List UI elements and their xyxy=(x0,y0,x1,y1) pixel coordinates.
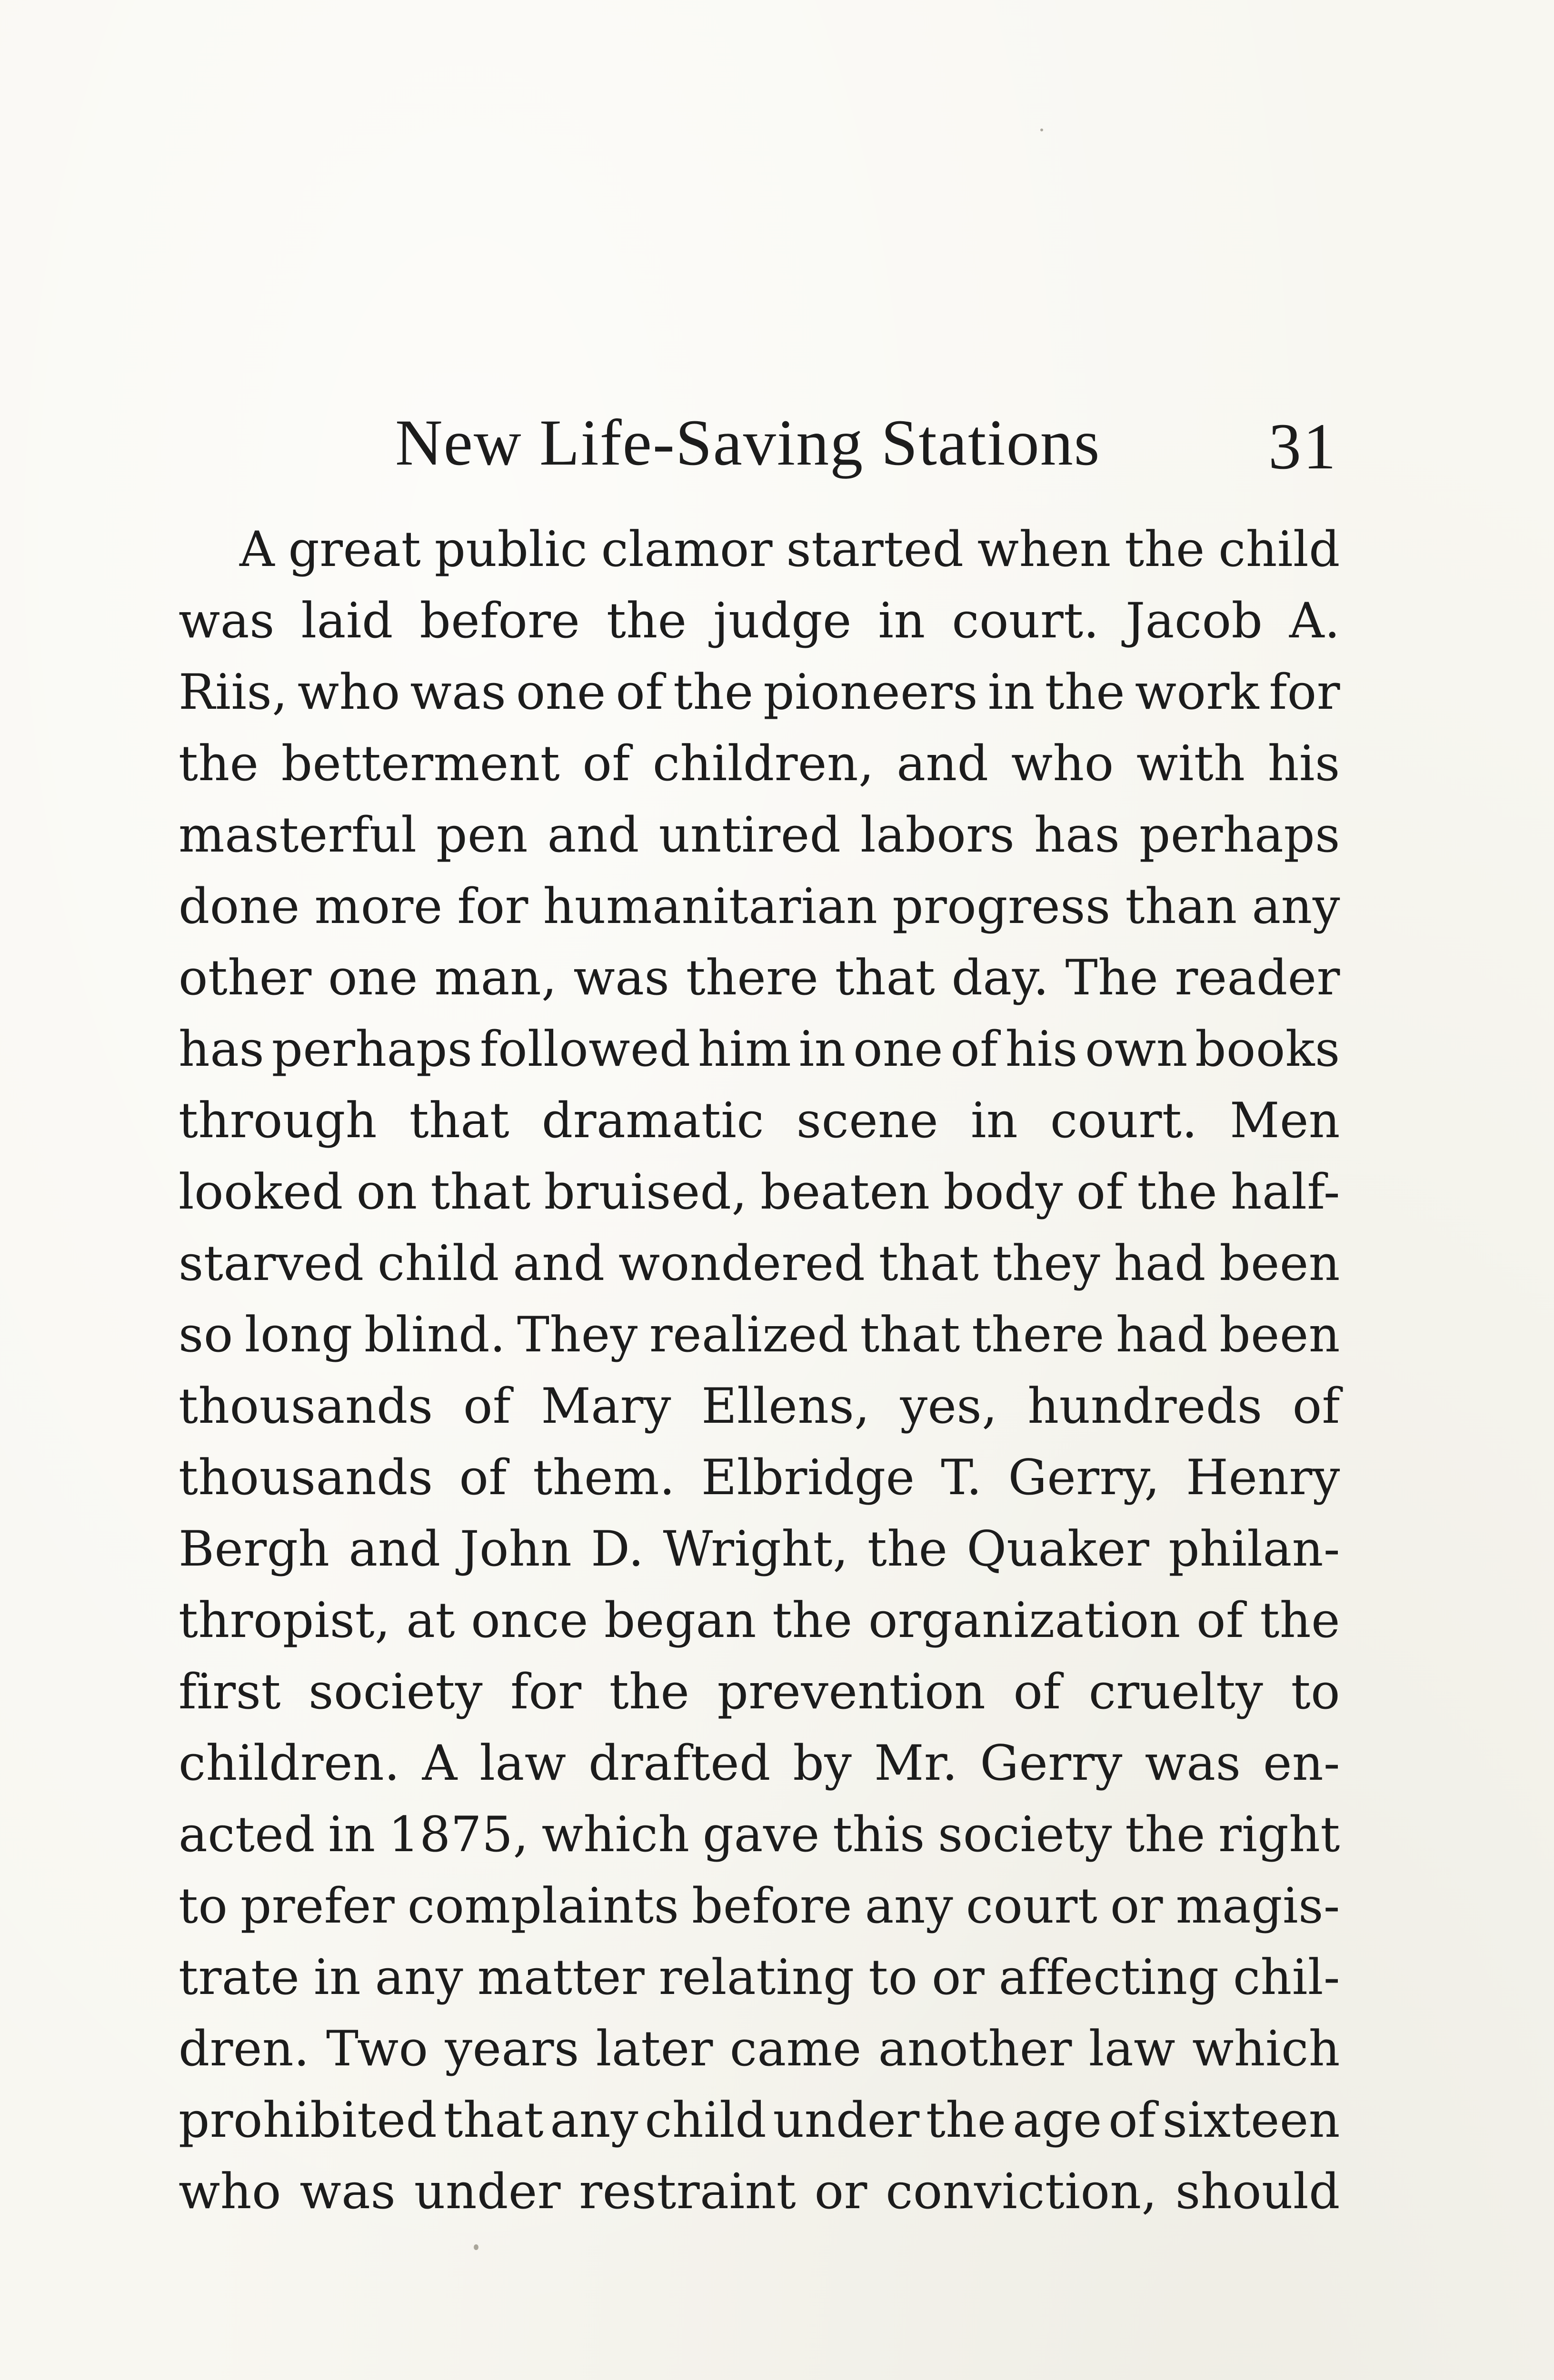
text-line xyxy=(179,585,1340,657)
word: the xyxy=(179,735,259,792)
text-line xyxy=(179,1585,1340,1656)
word: body xyxy=(943,1164,1063,1220)
word: Riis, xyxy=(179,664,288,721)
word: had xyxy=(1114,1235,1206,1292)
word: and xyxy=(349,1521,441,1577)
word: to xyxy=(868,1949,918,2006)
word: work xyxy=(1135,664,1259,721)
word: progress xyxy=(892,878,1111,935)
word: or xyxy=(1110,1878,1164,1934)
word: been xyxy=(1219,1235,1340,1292)
text-line xyxy=(179,1514,1340,1585)
word: for xyxy=(457,878,528,935)
word: has xyxy=(179,1021,265,1078)
word: trate xyxy=(179,1949,300,2006)
word: thropist, xyxy=(179,1592,391,1649)
word: there xyxy=(686,950,819,1006)
word: yes, xyxy=(900,1378,998,1435)
word: labors xyxy=(860,807,1015,863)
word: that xyxy=(860,1307,960,1363)
word: children. xyxy=(179,1735,400,1792)
word: chil- xyxy=(1233,1949,1340,2006)
text-line xyxy=(179,1728,1340,1799)
word: en- xyxy=(1263,1735,1340,1792)
word: child xyxy=(1218,521,1340,578)
word: in xyxy=(313,1949,361,2006)
text-line xyxy=(179,1157,1340,1228)
word: scene xyxy=(796,1092,939,1149)
word: Gerry xyxy=(980,1735,1123,1792)
word: in xyxy=(987,664,1036,721)
word: books xyxy=(1195,1021,1340,1078)
word: the xyxy=(926,2092,1006,2149)
word: Quaker xyxy=(966,1521,1150,1577)
word: law xyxy=(479,1735,567,1792)
word: of xyxy=(1108,2092,1156,2149)
word: more xyxy=(314,878,443,935)
word: which xyxy=(541,1806,690,1863)
word: wondered xyxy=(618,1235,866,1292)
word: for xyxy=(1269,664,1340,721)
word: John xyxy=(459,1521,572,1577)
word: the xyxy=(867,1521,948,1577)
word: the xyxy=(1137,1164,1218,1220)
word: in xyxy=(328,1806,376,1863)
word: The xyxy=(1065,950,1159,1006)
word: at xyxy=(406,1592,456,1649)
word: before xyxy=(419,593,580,649)
text-line xyxy=(179,1085,1340,1157)
word: any xyxy=(375,1949,464,2006)
word: child xyxy=(378,1235,499,1292)
word: that xyxy=(835,950,936,1006)
word: other xyxy=(179,950,312,1006)
word: in xyxy=(798,1021,846,1078)
word: Elbridge xyxy=(701,1449,915,1506)
word: Gerry, xyxy=(1008,1449,1160,1506)
word: under xyxy=(773,2092,920,2149)
word: years xyxy=(445,2021,579,2077)
word: any xyxy=(865,1878,954,1934)
running-head xyxy=(181,406,1338,483)
word: of xyxy=(459,1449,507,1506)
text-line xyxy=(179,1656,1340,1728)
word: matter xyxy=(477,1949,645,2006)
word: right xyxy=(1218,1806,1340,1863)
word: one xyxy=(328,950,418,1006)
word: been xyxy=(1219,1307,1340,1363)
word: began xyxy=(604,1592,757,1649)
word: man, xyxy=(434,950,558,1006)
word: laid xyxy=(301,593,393,649)
word: the xyxy=(772,1592,853,1649)
word: A. xyxy=(1289,593,1340,649)
word: looked xyxy=(179,1164,343,1220)
text-line xyxy=(179,2085,1340,2156)
word: or xyxy=(932,1949,985,2006)
word: of xyxy=(1076,1164,1124,1220)
word: of xyxy=(463,1378,511,1435)
page-number: 31 xyxy=(1268,410,1338,483)
word: had xyxy=(1116,1307,1208,1363)
text-line xyxy=(179,1014,1340,1085)
word: any xyxy=(1252,878,1340,935)
word: humanitarian xyxy=(543,878,878,935)
word: there xyxy=(972,1307,1105,1363)
word: by xyxy=(793,1735,852,1792)
word: that xyxy=(443,2092,544,2149)
word: once xyxy=(471,1592,588,1649)
word: has xyxy=(1034,807,1120,863)
word: Wright, xyxy=(663,1521,849,1577)
text-line xyxy=(179,1799,1340,1871)
word: magis- xyxy=(1175,1878,1340,1934)
word: that xyxy=(409,1092,510,1149)
word: prevention xyxy=(717,1664,986,1720)
word: his xyxy=(1005,1021,1078,1078)
word: that xyxy=(430,1164,531,1220)
word: A xyxy=(239,521,275,578)
word: realized xyxy=(649,1307,849,1363)
word: gave xyxy=(702,1806,820,1863)
word: of xyxy=(616,664,664,721)
word: pen xyxy=(436,807,528,863)
word: cruelty xyxy=(1088,1664,1264,1720)
text-line xyxy=(179,1942,1340,2013)
word: perhaps xyxy=(271,1021,473,1078)
word: court. xyxy=(952,593,1099,649)
word: him xyxy=(697,1021,792,1078)
text-line xyxy=(179,728,1340,800)
paper-speck xyxy=(1040,129,1043,131)
word: who xyxy=(1011,735,1114,792)
word: great xyxy=(288,521,421,578)
word: starved xyxy=(179,1235,364,1292)
word: conviction, xyxy=(886,2163,1157,2220)
word: another xyxy=(878,2021,1072,2077)
word: was xyxy=(410,664,507,721)
word: prefer xyxy=(240,1878,395,1934)
word: dren. xyxy=(179,2021,310,2077)
word: for xyxy=(510,1664,582,1720)
word: untired xyxy=(658,807,841,863)
word: the xyxy=(609,1664,690,1720)
word: the xyxy=(1260,1592,1340,1649)
word: to xyxy=(179,1878,228,1934)
word: the xyxy=(1125,1806,1205,1863)
word: Ellens, xyxy=(701,1378,870,1435)
word: one xyxy=(853,1021,944,1078)
word: of xyxy=(950,1021,998,1078)
word: own xyxy=(1085,1021,1188,1078)
word: Henry xyxy=(1186,1449,1340,1506)
word: the xyxy=(673,664,754,721)
word: pioneers xyxy=(763,664,978,721)
word: Men xyxy=(1230,1092,1340,1149)
word: children, xyxy=(652,735,874,792)
word: Jacob xyxy=(1126,593,1263,649)
word: on xyxy=(356,1164,418,1220)
word: in xyxy=(970,1092,1018,1149)
word: in xyxy=(878,593,926,649)
word: half- xyxy=(1230,1164,1340,1220)
word: the xyxy=(1045,664,1126,721)
word: thousands xyxy=(179,1378,433,1435)
word: blind. xyxy=(364,1307,506,1363)
word: age xyxy=(1012,2092,1102,2149)
word: one xyxy=(516,664,606,721)
word: so xyxy=(179,1307,233,1363)
word: or xyxy=(814,2163,867,2220)
word: was xyxy=(299,2163,396,2220)
word: later xyxy=(596,2021,713,2077)
word: court xyxy=(966,1878,1098,1934)
word: dramatic xyxy=(541,1092,765,1149)
word: acted xyxy=(179,1806,316,1863)
word: child xyxy=(645,2092,767,2149)
word: of xyxy=(1013,1664,1061,1720)
text-line xyxy=(179,1371,1340,1442)
word: and xyxy=(547,807,639,863)
word: was xyxy=(179,593,275,649)
word: the xyxy=(606,593,687,649)
word: any xyxy=(550,2092,639,2149)
word: under xyxy=(414,2163,561,2220)
text-line xyxy=(179,871,1340,942)
chapter-title: New Life-Saving Stations xyxy=(395,406,1101,479)
word: society xyxy=(938,1806,1113,1863)
word: started xyxy=(786,521,964,578)
word: followed xyxy=(479,1021,691,1078)
text-line xyxy=(179,800,1340,871)
word: clamor xyxy=(601,521,773,578)
word: They xyxy=(517,1307,638,1363)
text-line xyxy=(179,1871,1340,1942)
word: organization xyxy=(868,1592,1181,1649)
word: betterment xyxy=(281,735,560,792)
word: they xyxy=(992,1235,1101,1292)
body-text xyxy=(179,514,1340,2228)
word: reader xyxy=(1175,950,1340,1006)
word: who xyxy=(179,2163,281,2220)
word: and xyxy=(897,735,989,792)
word: of xyxy=(1196,1592,1245,1649)
word: which xyxy=(1192,2021,1340,2077)
word: court. xyxy=(1050,1092,1198,1149)
text-line xyxy=(179,1442,1340,1514)
word: drafted xyxy=(588,1735,771,1792)
text-line xyxy=(179,1228,1340,1299)
text-line xyxy=(179,2013,1340,2085)
text-line xyxy=(179,657,1340,728)
word: thousands xyxy=(179,1449,433,1506)
text-line xyxy=(179,2156,1340,2228)
word: restraint xyxy=(579,2163,797,2220)
word: should xyxy=(1175,2163,1340,2220)
word: with xyxy=(1136,735,1245,792)
word: Mary xyxy=(541,1378,671,1435)
word: bruised, xyxy=(544,1164,747,1220)
word: day. xyxy=(951,950,1049,1006)
word: perhaps xyxy=(1139,807,1340,863)
word: philan- xyxy=(1168,1521,1340,1577)
word: Two xyxy=(326,2021,428,2077)
text-line xyxy=(179,1299,1340,1371)
word: public xyxy=(434,521,588,578)
word: and xyxy=(513,1235,605,1292)
word: who xyxy=(297,664,400,721)
word: when xyxy=(977,521,1111,578)
word: that xyxy=(878,1235,979,1292)
word: to xyxy=(1291,1664,1340,1720)
word: relating xyxy=(658,1949,855,2006)
word: D. xyxy=(591,1521,644,1577)
word: Mr. xyxy=(874,1735,958,1792)
word: his xyxy=(1267,735,1340,792)
word: came xyxy=(729,2021,862,2077)
word: affecting xyxy=(998,1949,1219,2006)
word: T. xyxy=(941,1449,982,1506)
word: long xyxy=(244,1307,353,1363)
word: hundreds xyxy=(1027,1378,1263,1435)
word: done xyxy=(179,878,300,935)
word: through xyxy=(179,1092,378,1149)
word: them. xyxy=(533,1449,676,1506)
word: of xyxy=(1292,1378,1340,1435)
word: complaints xyxy=(407,1878,679,1934)
word: sixteen xyxy=(1162,2092,1340,2149)
text-line xyxy=(179,942,1340,1014)
word: A xyxy=(422,1735,458,1792)
word: judge xyxy=(713,593,852,649)
word: Bergh xyxy=(179,1521,330,1577)
word: prohibited xyxy=(179,2092,438,2149)
word: was xyxy=(573,950,670,1006)
word: before xyxy=(692,1878,853,1934)
word: law xyxy=(1088,2021,1176,2077)
word: 1875, xyxy=(388,1806,529,1863)
word: society xyxy=(309,1664,483,1720)
word: beaten xyxy=(760,1164,930,1220)
text-line xyxy=(179,514,1340,585)
word: than xyxy=(1125,878,1237,935)
word: first xyxy=(179,1664,281,1720)
word: of xyxy=(582,735,630,792)
word: masterful xyxy=(179,807,417,863)
word: was xyxy=(1145,1735,1241,1792)
paper-speck xyxy=(474,2244,478,2250)
word: this xyxy=(833,1806,925,1863)
word: the xyxy=(1125,521,1205,578)
